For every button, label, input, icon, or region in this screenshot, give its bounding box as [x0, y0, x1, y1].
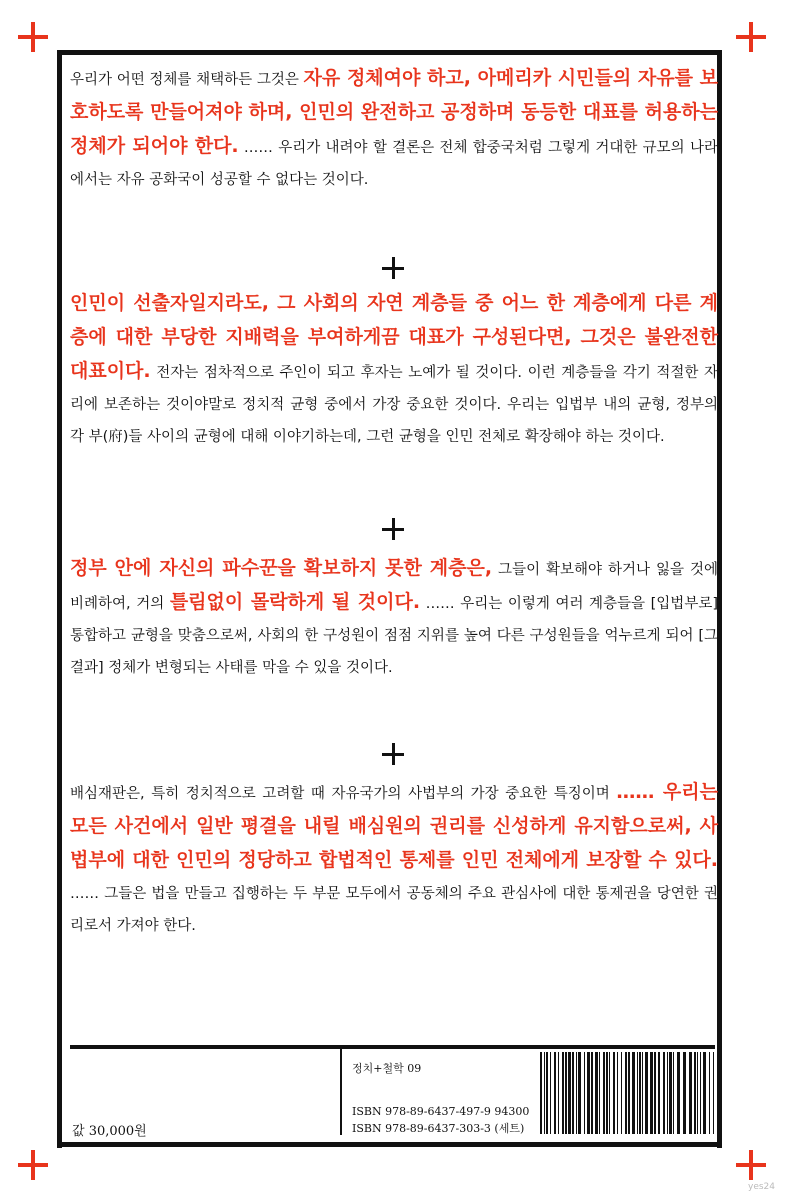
barcode-bar [697, 1052, 698, 1134]
barcode-bar [625, 1052, 627, 1134]
quote-highlight: 틀림없이 몰락하게 될 것이다. [169, 591, 421, 613]
quote-text: …… 우리는 이렇게 여러 계층들을 [입법부로] 통합하고 균형을 맞춤으로써, 사회의 한 구성원이 점점 지위를 높여 다른 구성원들을 억누르게 되어 [그 결과] 정체가 변형되는 사태를 막을 수 있을 것이다. [70, 596, 718, 676]
watermark: yes24 [748, 1182, 776, 1192]
barcode-bar [694, 1052, 696, 1134]
series-label: 정치+철학 09 [352, 1062, 422, 1075]
quote-paragraph-2 [70, 287, 718, 453]
quote-text: …… 우리가 내려야 할 결론은 전체 합중국처럼 그렇게 거대한 규모의 나라에서는 자유 공화국이 성공할 수 없다는 것이다. [70, 140, 718, 188]
quote-text: …… 그들은 법을 만들고 집행하는 두 부문 모두에서 공동체의 주요 관심사에 대한 통제권을 당연한 권리로서 가져야 한다. [70, 886, 718, 934]
quote-highlight: 자유 정체여야 하고, 아메리카 시민들의 자유를 보호하도록 만들어져야 하며, 인민의 완전하고 공정하며 동등한 대표를 허용하는 정체가 되어야 한다. [70, 67, 718, 157]
barcode-bar [645, 1052, 648, 1134]
quote-highlight: 정부 안에 자신의 파수꾼을 확보하지 못한 계층은, [70, 557, 493, 579]
barcode-bar [713, 1052, 714, 1134]
footer-rule [70, 1045, 715, 1049]
quote-highlight: …… 우리는 모든 사건에서 일반 평결을 내릴 배심원의 권리를 신성하게 유지함으로써, 사법부에 대한 인민의 정당하고 합법적인 통제를 인민 전체에게 보장할 수 있다. [70, 781, 718, 871]
price-label: 값 30,000원 [72, 1124, 147, 1139]
barcode-bar [591, 1052, 593, 1134]
quote-text: 배심재판은, 특히 정치적으로 고려할 때 자유국가의 사법부의 가장 중요한 특징이며 [70, 786, 617, 802]
barcode-bar [683, 1052, 686, 1134]
frame-bottom-line [57, 1142, 722, 1147]
barcode-bar [572, 1052, 574, 1134]
barcode-bar [628, 1052, 630, 1134]
barcode-bar [632, 1052, 635, 1134]
barcode-bar [637, 1052, 638, 1134]
barcode-bar [669, 1052, 672, 1134]
barcode-bar [603, 1052, 605, 1134]
barcode-bar [689, 1052, 692, 1134]
barcode-bar [703, 1052, 706, 1134]
crosshair-mark-top-left [18, 22, 48, 52]
quote-highlight: 인민이 선출자일지라도, 그 사회의 자연 계층들 중 어느 한 계층에게 다른 계층에 대한 부당한 지배력을 부여하게끔 대표가 구성된다면, 그것은 불완전한 대표이다. [70, 292, 718, 382]
barcode-bar [673, 1052, 674, 1134]
footer-divider [340, 1049, 342, 1135]
barcode-bar [609, 1052, 610, 1134]
frame-top-line [57, 50, 722, 55]
barcode-bar [544, 1052, 545, 1134]
quote-text: 전자는 점차적으로 주인이 되고 후자는 노예가 될 것이다. 이런 계층들을 각기 적절한 자리에 보존하는 것이야말로 정치적 균형 중에서 가장 중요한 것이다. 우리는 입법부 내의 균형, 정부의 각 부(府)들 사이의 균형에 대해 이야기하는데, 그런 균형을 인민 전체로 확장해야 하는 것이다. [70, 365, 718, 445]
barcode-bar [558, 1052, 559, 1134]
quote-text: 그들이 확보해야 하거나 잃을 것에 비례하여, 거의 [70, 562, 718, 612]
barcode-bar [677, 1052, 680, 1134]
barcode-bar [639, 1052, 641, 1134]
barcode-bar [546, 1052, 548, 1134]
section-separator-icon [382, 743, 404, 765]
barcode-bar [621, 1052, 622, 1134]
barcode-bar [654, 1052, 656, 1134]
crosshair-mark-bottom-left [18, 1150, 48, 1180]
section-separator-icon [382, 518, 404, 540]
section-separator-icon [382, 257, 404, 279]
barcode-bar [587, 1052, 590, 1134]
isbn-set-number: ISBN 978-89-6437-303-3 (세트) [352, 1122, 525, 1135]
barcode-bar [578, 1052, 581, 1134]
barcode-bar [658, 1052, 660, 1134]
quote-paragraph-4 [70, 776, 718, 942]
barcode-bar [606, 1052, 608, 1134]
barcode-bar [595, 1052, 598, 1134]
barcode-bar [650, 1052, 653, 1134]
barcode-bar [540, 1052, 542, 1134]
barcode-bar [642, 1052, 643, 1134]
barcode-bar [568, 1052, 571, 1134]
barcode-bar [599, 1052, 600, 1134]
barcode-bar [700, 1052, 701, 1134]
quote-paragraph-3 [70, 552, 718, 684]
barcode-bar [613, 1052, 615, 1134]
barcode-bar [709, 1052, 710, 1134]
barcode-image [540, 1052, 716, 1134]
barcode-bar [576, 1052, 577, 1134]
quote-text: 우리가 어떤 정체를 채택하든 그것은 [70, 72, 304, 88]
quote-paragraph-1 [70, 62, 718, 196]
isbn-number: ISBN 978-89-6437-497-9 94300 [352, 1105, 530, 1118]
barcode-bar [554, 1052, 556, 1134]
barcode-bar [550, 1052, 551, 1134]
crosshair-mark-bottom-right [736, 1150, 766, 1180]
barcode-bar [584, 1052, 585, 1134]
barcode-bar [562, 1052, 564, 1134]
barcode-bar [617, 1052, 618, 1134]
barcode-bar [667, 1052, 668, 1134]
barcode-bar [663, 1052, 665, 1134]
barcode-bar [565, 1052, 567, 1134]
crosshair-mark-top-right [736, 22, 766, 52]
